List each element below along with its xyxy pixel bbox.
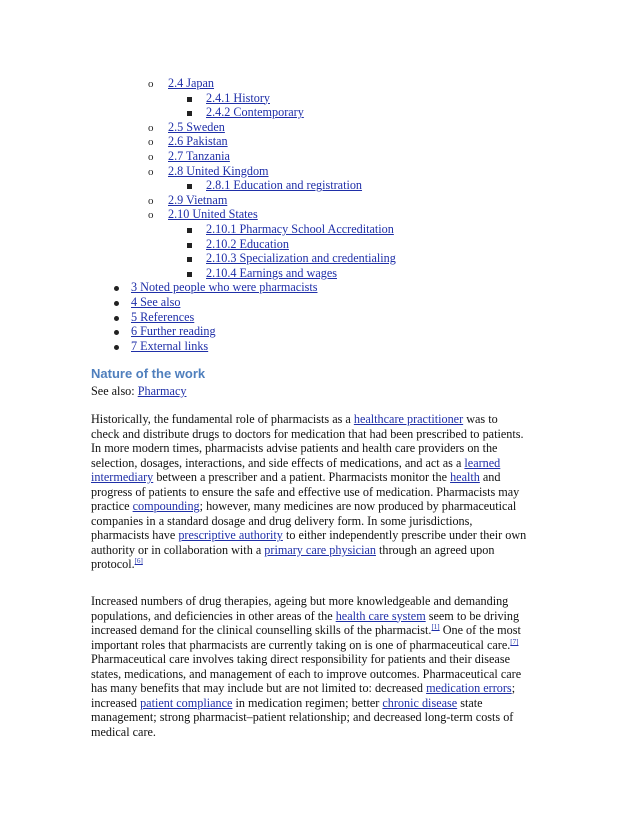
- text-line: [91, 499, 551, 514]
- text-line: [91, 427, 551, 442]
- toc-bullet: [187, 251, 192, 266]
- toc-link[interactable]: 7 External links: [131, 338, 209, 353]
- toc-bullet: [187, 105, 192, 120]
- text-run: practice: [91, 499, 133, 514]
- text-run: ;: [511, 681, 516, 696]
- toc-bullet-glyph: [187, 111, 192, 116]
- text-run: Pharmaceutical care involves taking direct responsibility for patients and their disease: [91, 652, 510, 667]
- toc-bullet: [114, 280, 119, 295]
- inline-link[interactable]: chronic disease: [382, 695, 458, 710]
- toc-bullet: [148, 207, 154, 223]
- toc-link[interactable]: 2.10 United States: [168, 207, 258, 222]
- inline-link[interactable]: health: [450, 470, 480, 485]
- toc-bullet: [148, 193, 154, 209]
- inline-link[interactable]: prescriptive authority: [178, 528, 283, 543]
- text-line: [91, 681, 551, 696]
- text-run: protocol.: [91, 557, 135, 572]
- toc-bullet-glyph: [114, 316, 119, 321]
- inline-link[interactable]: patient compliance: [140, 695, 233, 710]
- toc-bullet-glyph: [187, 272, 192, 277]
- toc-link[interactable]: 4 See also: [131, 295, 181, 309]
- toc-bullet: [187, 237, 192, 252]
- toc-bullet: [114, 295, 119, 310]
- toc-bullet-glyph: [187, 257, 192, 262]
- toc-link[interactable]: 2.10.3 Specialization and credentialing: [206, 251, 396, 266]
- text-run: through an agreed upon: [375, 542, 495, 557]
- toc-bullet: [114, 310, 119, 325]
- text-run: progress of patients to ensure the safe and effective use of medication. Pharmacists may: [91, 484, 520, 499]
- text-line: [91, 696, 551, 711]
- toc-bullet: [114, 324, 119, 339]
- section-heading: Nature of the work: [91, 366, 206, 381]
- text-run: management; strong pharmacist–patient relationship; and decreased long-term costs of: [91, 710, 514, 725]
- toc-bullet-glyph: [187, 184, 192, 189]
- toc-link[interactable]: 2.5 Sweden: [168, 119, 225, 134]
- toc-bullet: [187, 222, 192, 237]
- text-run: pharmacists have: [91, 528, 179, 543]
- text-run: check and distribute drugs to doctors for medication that had been prescribed to patients.: [91, 426, 524, 441]
- text-run: One of the most: [439, 623, 521, 638]
- toc-bullet: [187, 266, 192, 281]
- text-line: [91, 725, 551, 740]
- text-line: [91, 514, 551, 529]
- text-run: populations, and deficiencies in other areas of the: [91, 608, 336, 623]
- text-line: [91, 543, 551, 558]
- toc-bullet-glyph: o: [148, 121, 154, 134]
- text-line: [91, 710, 551, 725]
- text-run: between a prescriber and a patient. Pharmacists monitor the: [153, 470, 451, 485]
- toc-bullet: [148, 134, 154, 150]
- inline-link[interactable]: healthcare practitioner: [353, 412, 464, 426]
- toc-bullet-glyph: [114, 330, 119, 335]
- see-also-link-pharmacy[interactable]: Pharmacy: [137, 384, 187, 398]
- toc-link[interactable]: 2.10.2 Education: [206, 236, 289, 251]
- toc-link[interactable]: 2.9 Vietnam: [168, 192, 228, 207]
- inline-link[interactable]: compounding: [132, 499, 200, 514]
- paragraph-2: [91, 594, 551, 739]
- toc-link[interactable]: 2.8 United Kingdom: [168, 163, 269, 178]
- toc-bullet-glyph: o: [148, 194, 154, 207]
- text-line: [91, 528, 551, 543]
- text-run: ; however, many medicines are now produced by pharmaceutical: [199, 499, 517, 514]
- paragraph-1: [91, 412, 551, 572]
- inline-link[interactable]: learned: [464, 455, 501, 470]
- citation-link[interactable]: [1]: [431, 623, 440, 632]
- citation-link[interactable]: [7]: [510, 637, 519, 646]
- toc-link[interactable]: 3 Noted people who were pharmacists: [131, 280, 318, 295]
- text-run: state: [457, 695, 483, 710]
- toc-bullet-glyph: [187, 228, 192, 233]
- toc-bullet: [148, 149, 154, 165]
- text-line: [91, 652, 551, 667]
- toc-bullet-glyph: o: [148, 209, 154, 222]
- text-run: to either independently prescribe under their own: [282, 528, 527, 543]
- toc-bullet: [148, 120, 154, 136]
- text-line: [91, 594, 551, 609]
- text-line: [91, 638, 551, 653]
- toc-bullet-glyph: o: [148, 78, 154, 90]
- text-line: [91, 667, 551, 682]
- toc-bullet: [187, 91, 192, 106]
- text-run: companies in a standard dosage and drug delivery form. In some jurisdictions,: [91, 513, 473, 528]
- inline-link[interactable]: intermediary: [91, 470, 154, 485]
- text-line: [91, 609, 551, 624]
- text-run: authority or in collaboration with a: [91, 542, 265, 557]
- see-also-line: [91, 384, 186, 399]
- citation-link[interactable]: [6]: [134, 557, 143, 566]
- inline-link[interactable]: health care system: [335, 608, 426, 623]
- toc-link[interactable]: 5 References: [131, 309, 195, 324]
- toc-link[interactable]: 2.4.1 History: [206, 90, 270, 105]
- toc-bullet-glyph: [114, 286, 119, 291]
- toc-bullet: [114, 339, 119, 354]
- text-run: states, medications, and management of each to improve outcomes. Pharmaceutical care: [91, 666, 522, 681]
- text-line: [91, 557, 551, 572]
- text-run: medical care.: [91, 724, 156, 739]
- toc-bullet-glyph: [187, 243, 192, 248]
- text-run: increased demand for the clinical counselling skills of the pharmacist.: [91, 623, 432, 638]
- text-run: Historically, the fundamental role of pharmacists as a: [91, 412, 354, 426]
- toc-link[interactable]: 2.8.1 Education and registration: [206, 178, 363, 193]
- toc-link[interactable]: 2.4 Japan: [168, 76, 215, 90]
- text-line: [91, 623, 551, 638]
- toc-link[interactable]: 2.10.4 Earnings and wages: [206, 265, 337, 280]
- inline-link[interactable]: medication errors: [426, 681, 512, 696]
- toc-bullet-glyph: [187, 97, 192, 102]
- inline-link[interactable]: primary care physician: [264, 542, 376, 557]
- text-line: [91, 485, 551, 500]
- text-run: important roles that pharmacists are currently taking on is one of pharmaceutical care.: [91, 637, 511, 652]
- text-line: [91, 470, 551, 485]
- toc-bullet: [148, 164, 154, 180]
- text-run: has many benefits that may include but are not limited to: decreased: [91, 681, 427, 696]
- toc-bullet-glyph: o: [148, 165, 154, 178]
- toc-bullet-glyph: [114, 301, 119, 306]
- text-line: [91, 456, 551, 471]
- see-also-prefix: See also:: [91, 384, 138, 398]
- text-run: In more modern times, pharmacists advise patients and health care providers on the: [91, 441, 498, 456]
- text-run: selection, dosages, interactions, and side effects of medications, and act as a: [91, 455, 465, 470]
- toc-bullet-glyph: [114, 345, 119, 350]
- text-run: Increased numbers of drug therapies, ageing but more knowledgeable and demanding: [91, 594, 509, 608]
- text-line: [91, 441, 551, 456]
- text-line: [91, 412, 551, 427]
- text-run: seem to be driving: [425, 608, 520, 623]
- toc-bullet: [187, 178, 192, 193]
- toc-bullet: [148, 76, 154, 92]
- toc-bullet-glyph: o: [148, 151, 154, 163]
- toc-bullet-glyph: o: [148, 136, 154, 149]
- toc-link[interactable]: 2.6 Pakistan: [168, 134, 228, 149]
- toc-link[interactable]: 6 Further reading: [131, 324, 216, 339]
- toc-link[interactable]: 2.10.1 Pharmacy School Accreditation: [206, 222, 394, 236]
- text-run: increased: [91, 695, 141, 710]
- text-run: and: [479, 470, 501, 485]
- text-run: in medication regimen; better: [232, 695, 383, 710]
- toc-link[interactable]: 2.4.2 Contemporary: [206, 105, 304, 120]
- toc-link[interactable]: 2.7 Tanzania: [168, 149, 230, 163]
- text-run: was to: [463, 412, 498, 426]
